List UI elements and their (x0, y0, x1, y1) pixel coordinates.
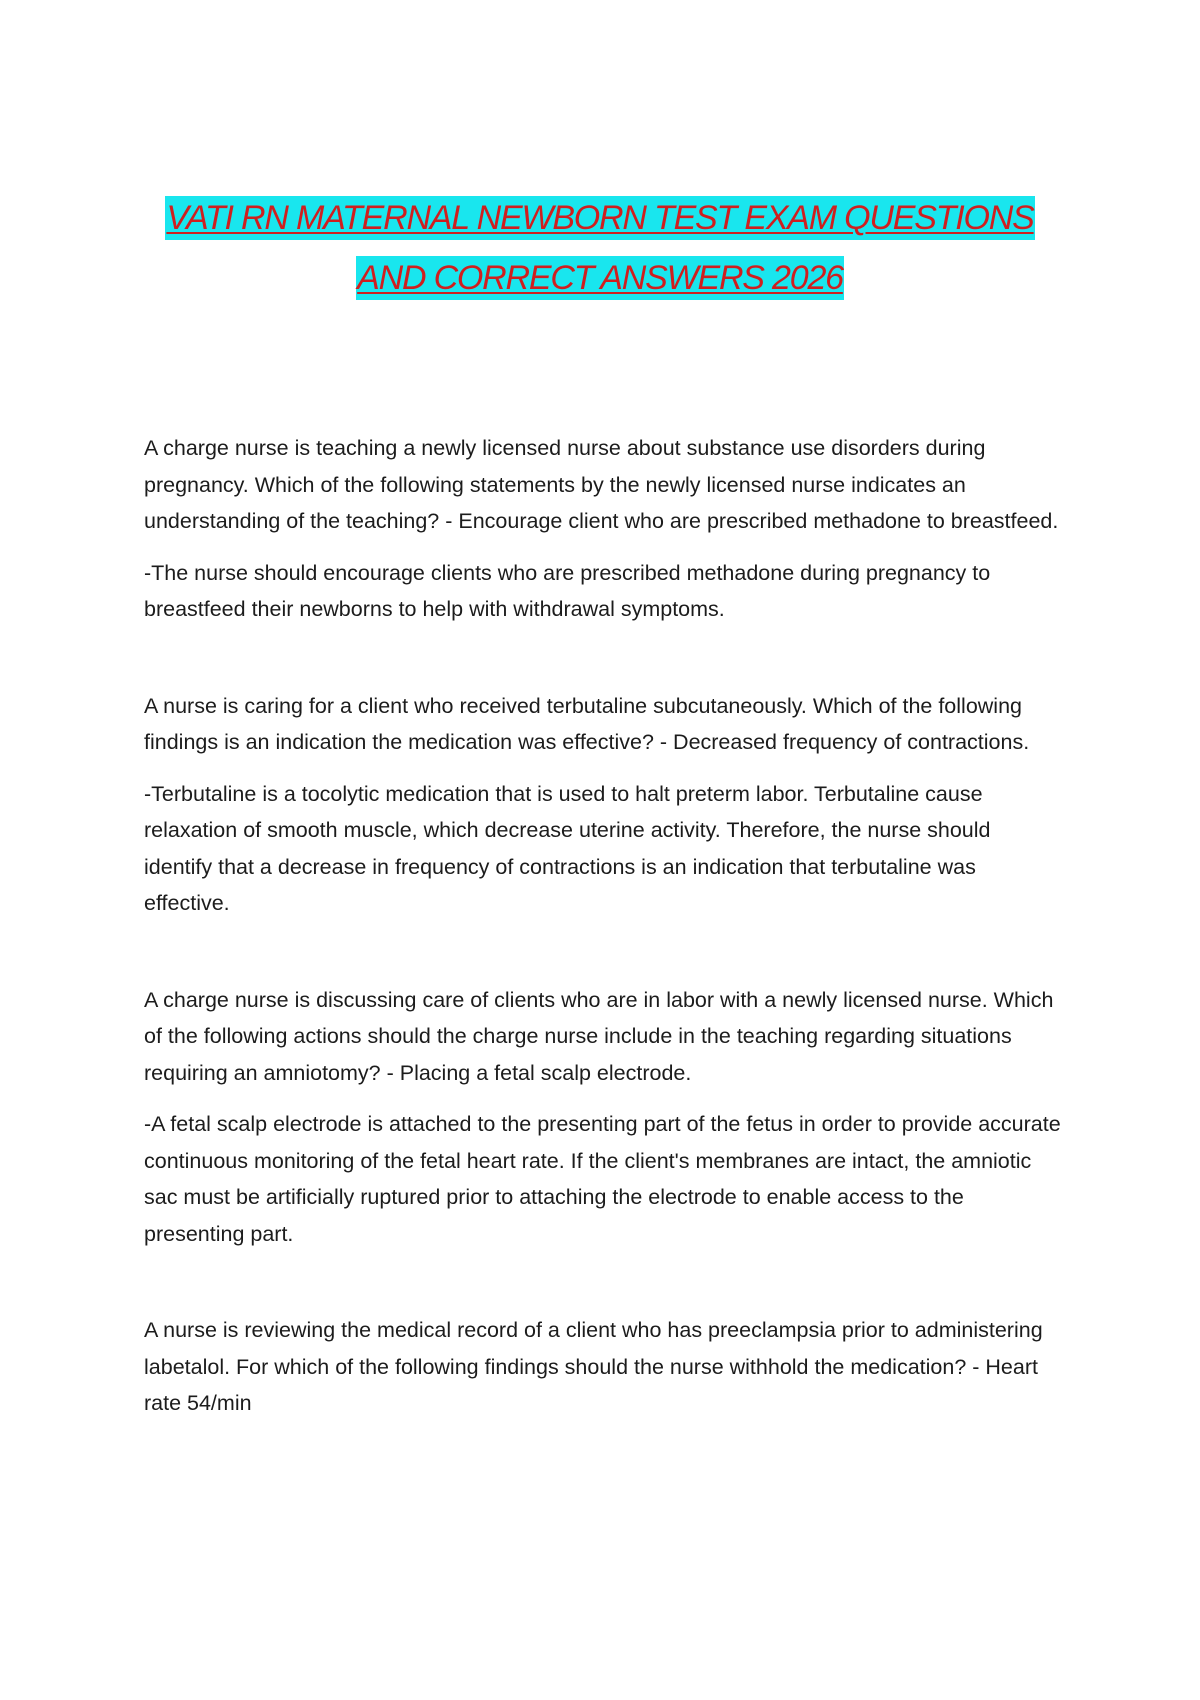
title-line-1: VATI RN MATERNAL NEWBORN TEST EXAM QUESTIONS (165, 196, 1034, 240)
explanation-text: -A fetal scalp electrode is attached to the presenting part of the fetus in order to provide accurate continuous monitoring of the fetal heart rate. If the client's membranes are intact, the amniotic sac must be artificially ruptured prior to attaching the electrode to enable access to the presenting part. (144, 1112, 1061, 1246)
title-line-2: AND CORRECT ANSWERS 2026 (356, 256, 844, 300)
explanation-text: -The nurse should encourage clients who are prescribed methadone during pregnancy to breastfeed their newborns to help with withdrawal symptoms. (144, 560, 991, 621)
question-text: A charge nurse is teaching a newly licensed nurse about substance use disorders during pregnancy. Which of the following statements by the newly licensed nurse indicates an understanding of the teaching? - Encourage client who are prescribed methadone to breastfeed. (144, 436, 1059, 533)
question-text: A nurse is caring for a client who received terbutaline subcutaneously. Which of the following findings is an indication the medication was effective? - Decreased frequency of contractions. (144, 693, 1030, 754)
qa-item-4 (144, 1312, 1064, 1422)
question-text: A nurse is reviewing the medical record of a client who has preeclampsia prior to administering labetalol. For which of the following findings should the nurse withhold the medication? - Heart rate 54/min (144, 1318, 1043, 1415)
document-body (144, 430, 1064, 1422)
question-text: A charge nurse is discussing care of clients who are in labor with a newly licensed nurse. Which of the following actions should the charge nurse include in the teaching regarding situations requiring an amniotomy? - Placing a fetal scalp electrode. (144, 987, 1054, 1085)
qa-item-2 (144, 688, 1064, 922)
qa-item-3 (144, 982, 1064, 1253)
explanation-text: -Terbutaline is a tocolytic medication that is used to halt preterm labor. Terbutaline cause relaxation of smooth muscle, which decrease uterine activity. Therefore, the nurse should identify that a decrease in frequency of contractions is an indication that terbutaline was effective. (144, 781, 991, 915)
qa-item-1 (144, 430, 1064, 628)
document-title (0, 196, 1200, 316)
